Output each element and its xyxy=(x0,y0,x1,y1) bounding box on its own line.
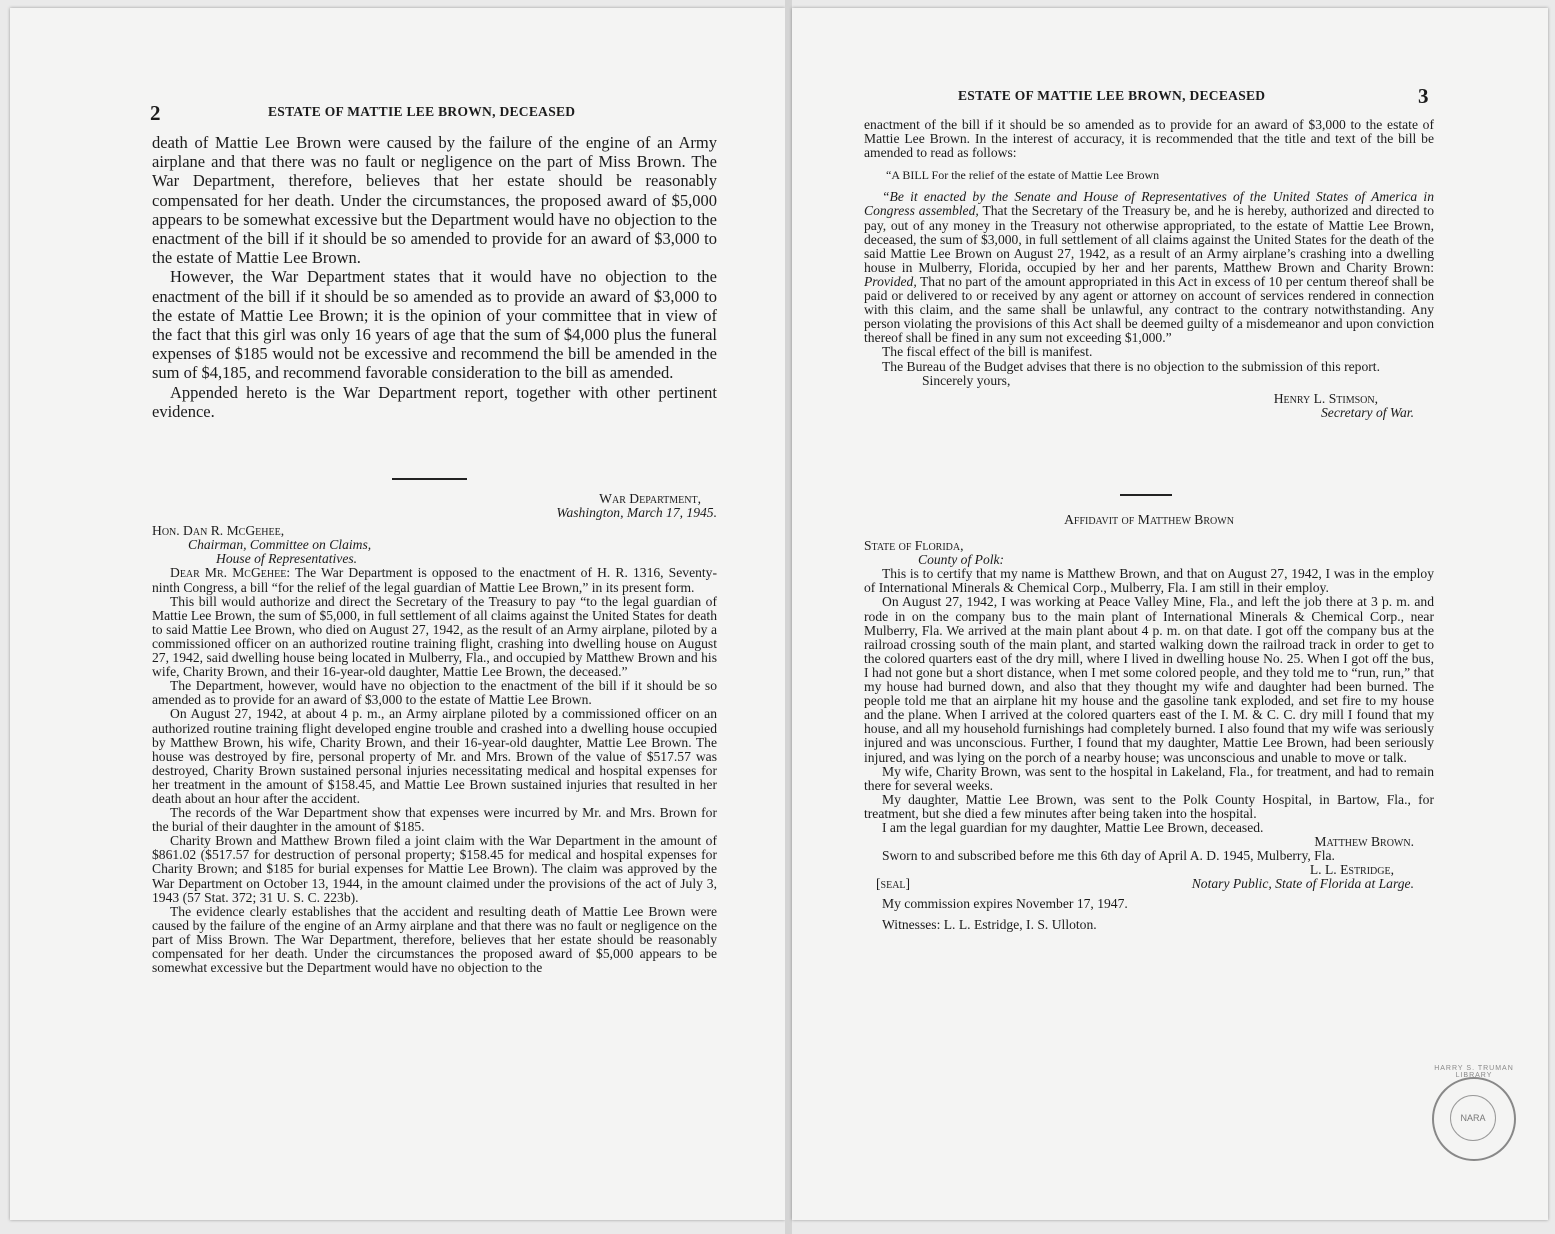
affidavit-paragraph: This is to certify that my name is Matthew Brown, and that on August 27, 1942, I was in the employ of International Minerals & Chemical Corp., Mulberry, Fla. I am still in their employ. xyxy=(864,566,1434,596)
salutation: Dear Mr. McGehee: xyxy=(170,565,291,581)
letter-paragraph: The War Department is opposed to the enactment of H. R. 1316, Seventy-ninth Congress, a bill “for the relief of the legal guardian of Mattie Lee Brown,” in its present form. xyxy=(152,565,718,595)
closing: Sincerely yours, xyxy=(922,372,1011,388)
opening-paragraph: enactment of the bill if it should be so amended as to provide for an award of $3,000 to the estate of Mattie Lee Brown. In the interest of accuracy, it is recommended that the title and text of the bill be amended to read as follows: xyxy=(864,117,1434,161)
signer-name: Henry L. Stimson, xyxy=(1273,390,1378,406)
archive-stamp xyxy=(1432,1065,1516,1161)
section-rule xyxy=(392,478,467,480)
affiant-signature: Matthew Brown. xyxy=(1314,834,1414,850)
letter-from: War Department, xyxy=(599,491,701,506)
venue-state: State of Florida, xyxy=(864,538,964,554)
bill-provided: Provided, xyxy=(864,273,917,289)
affidavit-paragraph: My wife, Charity Brown, was sent to the hospital in Lakeland, Fla., for treatment, and had to remain there for several weeks. xyxy=(864,763,1434,793)
addressee-name: Hon. Dan R. McGehee, xyxy=(152,523,285,539)
affidavit-heading: Affidavit of Matthew Brown xyxy=(1064,512,1234,527)
bill-text: That the Secretary of the Treasury be, and he is hereby, authorized and directed to pay, out of any money in the Treasury not otherwise appropriated, to the estate of Mattie Lee Brown, deceased, the sum of $3,000, in full settlement of all claims against the United States for the death of the said Mattie Lee Brown on August 27, 1942, as a result of an Army airplane’s crashing into a dwelling house in Mulberry, Florida, occupied by her and her parents, Matthew Brown and Charity Brown: xyxy=(864,203,1434,275)
running-head-left: ESTATE OF MATTIE LEE BROWN, DECEASED xyxy=(268,104,576,119)
affidavit-paragraph: My daughter, Mattie Lee Brown, was sent to the Polk County Hospital, in Bartow, Fla., for treatment, but she died a few minutes after being taken into the hospital. xyxy=(864,791,1434,821)
archive-stamp-ring: HARRY S. TRUMAN LIBRARY xyxy=(1434,1065,1514,1079)
letter-paragraph: This bill would authorize and direct the Secretary of the Treasury to pay “to the legal guardian of Mattie Lee Brown, the sum of $5,000, in full settlement of all claims against the United States for death to said Mattie Lee Brown, who died on August 27, 1942, as the result of an Army airplane, piloted by a commissioned officer on an authorized routine training flight, crashing into dwelling house on August 27, 1942, said dwelling house being located in Mulberry, Fla., and occupied by Matthew Brown and his wife, Charity Brown, and their 16-year-old daughter, Mattie Lee Brown, the deceased.” xyxy=(152,593,717,680)
witnesses: Witnesses: L. L. Estridge, I. S. Ulloton. xyxy=(882,916,1097,932)
addressee-title: Chairman, Committee on Claims, xyxy=(188,537,372,553)
intro-paragraph: Appended hereto is the War Department report, together with other pertinent evidence. xyxy=(152,382,717,421)
notary-name: L. L. Estridge, xyxy=(1309,862,1394,878)
war-department-letter xyxy=(152,492,717,975)
archive-stamp-center: NARA xyxy=(1450,1095,1496,1141)
fiscal-effect: The fiscal effect of the bill is manifest. xyxy=(882,344,1093,360)
commission-expiry: My commission expires November 17, 1947. xyxy=(882,896,1128,912)
letter-place-date: Washington, March 17, 1945. xyxy=(556,505,717,521)
notary-title: Notary Public, State of Florida at Large. xyxy=(1191,876,1414,892)
bill-text: That no part of the amount appropriated in this Act in excess of 10 per centum thereof shall be paid or delivered to or received by any agent or attorney on account of services rendered in connection with this claim, and the same shall be unlawful, any contract to the contrary notwithstanding. Any person violating the provisions of this Act shall be deemed guilty of a misdemeanor and upon conviction thereof shall be fined in any sum not exceeding $1,000.” xyxy=(864,273,1434,346)
bill-title: “A BILL For the relief of the estate of Mattie Lee Brown xyxy=(886,168,1160,183)
running-head-right: ESTATE OF MATTIE LEE BROWN, DECEASED xyxy=(958,88,1266,103)
letter-paragraph: On August 27, 1942, at about 4 p. m., an Army airplane piloted by a commissioned officer on an authorized routine training flight developed engine trouble and crashed into a dwelling house occupied by Matthew Brown, his wife, Charity Brown, and their 16-year-old daughter, Mattie Lee Brown. The house was destroyed by fire, personal property of Mr. and Mrs. Brown of the value of $517.57 was destroyed, Charity Brown sustained personal injuries necessitating medical and hospital expenses for her treatment in the amount of $158.45, and Mattie Lee Brown sustained injuries that resulted in her death about an hour after the accident. xyxy=(152,706,717,806)
page-gutter xyxy=(785,0,792,1234)
letter-paragraph: Charity Brown and Matthew Brown filed a joint claim with the War Department in the amount of $861.02 ($517.57 for destruction of personal property; $158.45 for medical and hospital expenses for Charity Brown; and $185 for burial expenses for Mattie Lee Brown). The claim was approved by the War Department on October 13, 1944, in the amount claimed under the provisions of the act of July 3, 1943 (57 Stat. 372; 31 U. S. C. 223b). xyxy=(152,833,717,905)
intro-paragraph: death of Mattie Lee Brown were caused by the failure of the engine of an Army airplane and that there was no fault or negligence on the part of Miss Brown. The War Department, therefore, believes that her estate should be reasonably compensated for her death. Under the circumstances, the proposed award of $5,000 appears to be somewhat excessive but the Department would have no objection to the enactment of the bill if it should be so amended to provide for an award of $3,000 to the estate of Mattie Lee Brown. xyxy=(152,133,717,268)
letter-paragraph: The evidence clearly establishes that the accident and resulting death of Mattie Lee Brown were caused by the failure of the engine of an Army airplane and that there was no fault or negligence on the part of Miss Brown. The War Department, therefore, believes that her estate should be reasonably compensated for her death. Under the circumstances the proposed award of $5,000 appears to be somewhat excessive but the Department would have no objection to the xyxy=(152,903,717,976)
affidavit-paragraph: I am the legal guardian for my daughter, Mattie Lee Brown, deceased. xyxy=(882,819,1264,835)
section-rule xyxy=(1120,494,1172,496)
bill-enacting-clause: “Be it enacted by the Senate and House of Representatives of the United States of America in Congress assembled, xyxy=(864,189,1434,219)
left-intro xyxy=(152,133,717,421)
signer-title: Secretary of War. xyxy=(1320,404,1414,420)
affidavit xyxy=(864,513,1434,932)
right-letter-continuation xyxy=(864,118,1434,420)
affidavit-paragraph: On August 27, 1942, I was working at Peace Valley Mine, Fla., and left the job there at 3 p. m. and rode in on the company bus to the main plant of International Minerals & Chemical Corp., near Mulberry, Fla. We arrived at the main plant about 4 p. m. on that date. I got off the company bus at the railroad crossing south of the main plant, and started walking down the railroad track in order to get to the colored quarters east of the dry mill, where I lived in dwelling house No. 25. When I got off the bus, I had not gone but a short distance, when I met some colored people, and they told me to “run, run,” that my house had burned down, and also that they thought my wife and daughter had been burned. The people told me that an airplane hit my house and the gasoline tank exploded, and set fire to my house and the plane. When I arrived at the colored quarters east of the I. M. & C. C. dry mill I found that my house, and all my household furnishings had completely burned. I also found that my wife was seriously injured and was unconscious. Further, I found that my daughter, Mattie Lee Brown, had been seriously injured, and was lying on the porch of a nearby house; was unconscious and unable to move or talk. xyxy=(864,594,1434,765)
page-number-right: 3 xyxy=(1418,84,1429,108)
addressee-house: House of Representatives. xyxy=(216,551,358,567)
letter-paragraph: The records of the War Department show that expenses were incurred by Mr. and Mrs. Brown for the burial of their daughter in the amount of $185. xyxy=(152,805,717,835)
jurat: Sworn to and subscribed before me this 6th day of April A. D. 1945, Mulberry, Fla. xyxy=(882,848,1335,864)
intro-paragraph: However, the War Department states that it would have no objection to the enactment of the bill if it should be so amended as to provide an award of $3,000 to the estate of Mattie Lee Brown; it is the opinion of your committee that in view of the fact that this girl was only 16 years of age that the sum of $4,000 plus the funeral expenses of $185 would not be excessive and recommend the bill be amended in the sum of $4,185, and recommend favorable consideration to the bill as amended. xyxy=(152,267,717,383)
page-number-left: 2 xyxy=(150,101,161,125)
venue-county: County of Polk: xyxy=(918,552,1005,568)
budget-bureau-note: The Bureau of the Budget advises that there is no objection to the submission of this report. xyxy=(882,358,1380,374)
letter-paragraph: The Department, however, would have no objection to the enactment of the bill if it should be so amended as to provide for an award of $3,000 to the estate of Mattie Lee Brown. xyxy=(152,678,717,708)
seal-label: [seal] xyxy=(876,876,911,892)
